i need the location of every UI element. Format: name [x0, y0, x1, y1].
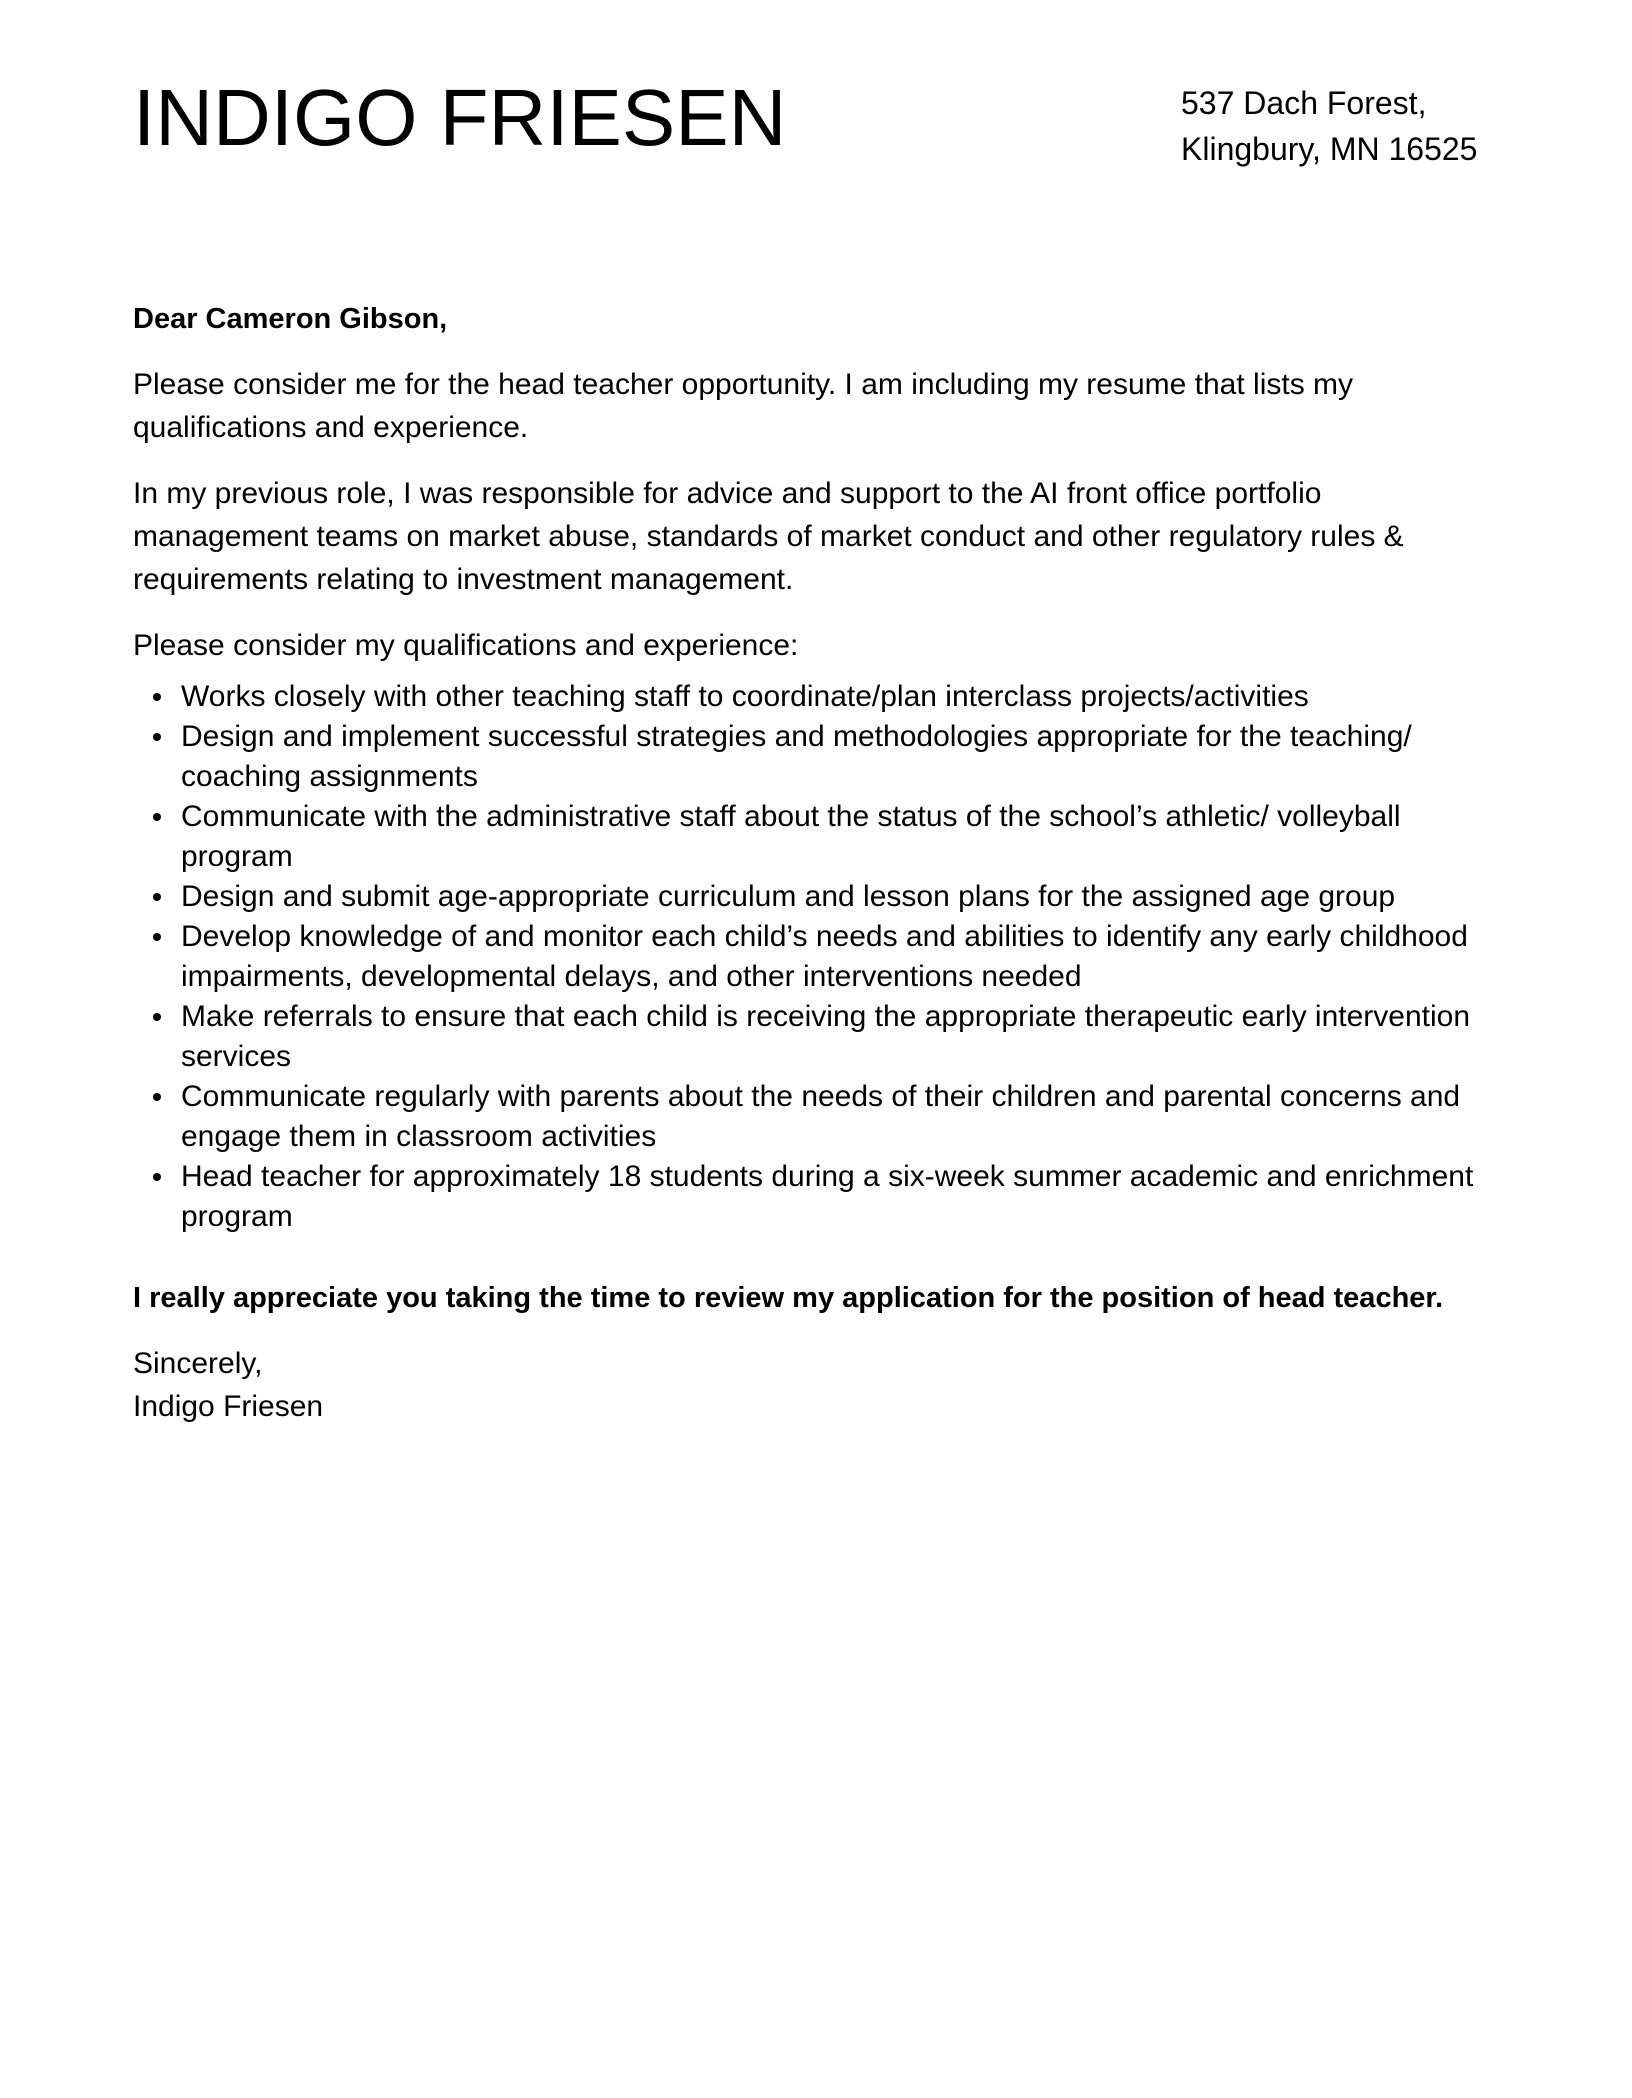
list-item: Works closely with other teaching staff to coordinate/plan interclass projects/activities — [181, 677, 1503, 717]
list-item: Develop knowledge of and monitor each child’s needs and abilities to identify any early childhood impairments, developmental delays, and other interventions needed — [181, 917, 1503, 997]
address-line-1: 537 Dach Forest, — [1181, 85, 1427, 121]
address-line-2: Klingbury, MN 16525 — [1181, 131, 1478, 167]
greeting: Dear Cameron Gibson, — [133, 303, 448, 335]
intro-paragraph: Please consider me for the head teacher opportunity. I am including my resume that lists my qualifications and experience. — [133, 368, 1354, 444]
letter-header — [133, 70, 1499, 190]
list-item: Design and implement successful strategies and methodologies appropriate for the teaching/ coaching assignments — [181, 717, 1503, 797]
closing-statement: I really appreciate you taking the time to review my application for the position of head teacher. — [133, 1282, 1444, 1314]
qualifications-intro: Please consider my qualifications and experience: — [133, 629, 799, 662]
list-item: Communicate regularly with parents about the needs of their children and parental concerns and engage them in classroom activities — [181, 1077, 1503, 1157]
sender-address — [1181, 80, 1477, 172]
previous-role-paragraph: In my previous role, I was responsible for advice and support to the AI front office portfolio management teams on market abuse, standards of market conduct and other regulatory rules & requirements relating to investment management. — [133, 477, 1404, 596]
signoff: Sincerely, — [133, 1347, 263, 1380]
sender-name: INDIGO FRIESEN — [133, 73, 787, 162]
signature-name: Indigo Friesen — [133, 1390, 324, 1423]
letter-body — [133, 298, 1503, 1428]
list-item: Design and submit age-appropriate curriculum and lesson plans for the assigned age group — [181, 877, 1503, 917]
list-item: Communicate with the administrative staff about the status of the school’s athletic/ volleyball program — [181, 797, 1503, 877]
qualifications-list — [133, 677, 1503, 1237]
signoff-block — [133, 1342, 1503, 1428]
list-item: Head teacher for approximately 18 students during a six-week summer academic and enrichment program — [181, 1157, 1503, 1237]
list-item: Make referrals to ensure that each child is receiving the appropriate therapeutic early intervention services — [181, 997, 1503, 1077]
